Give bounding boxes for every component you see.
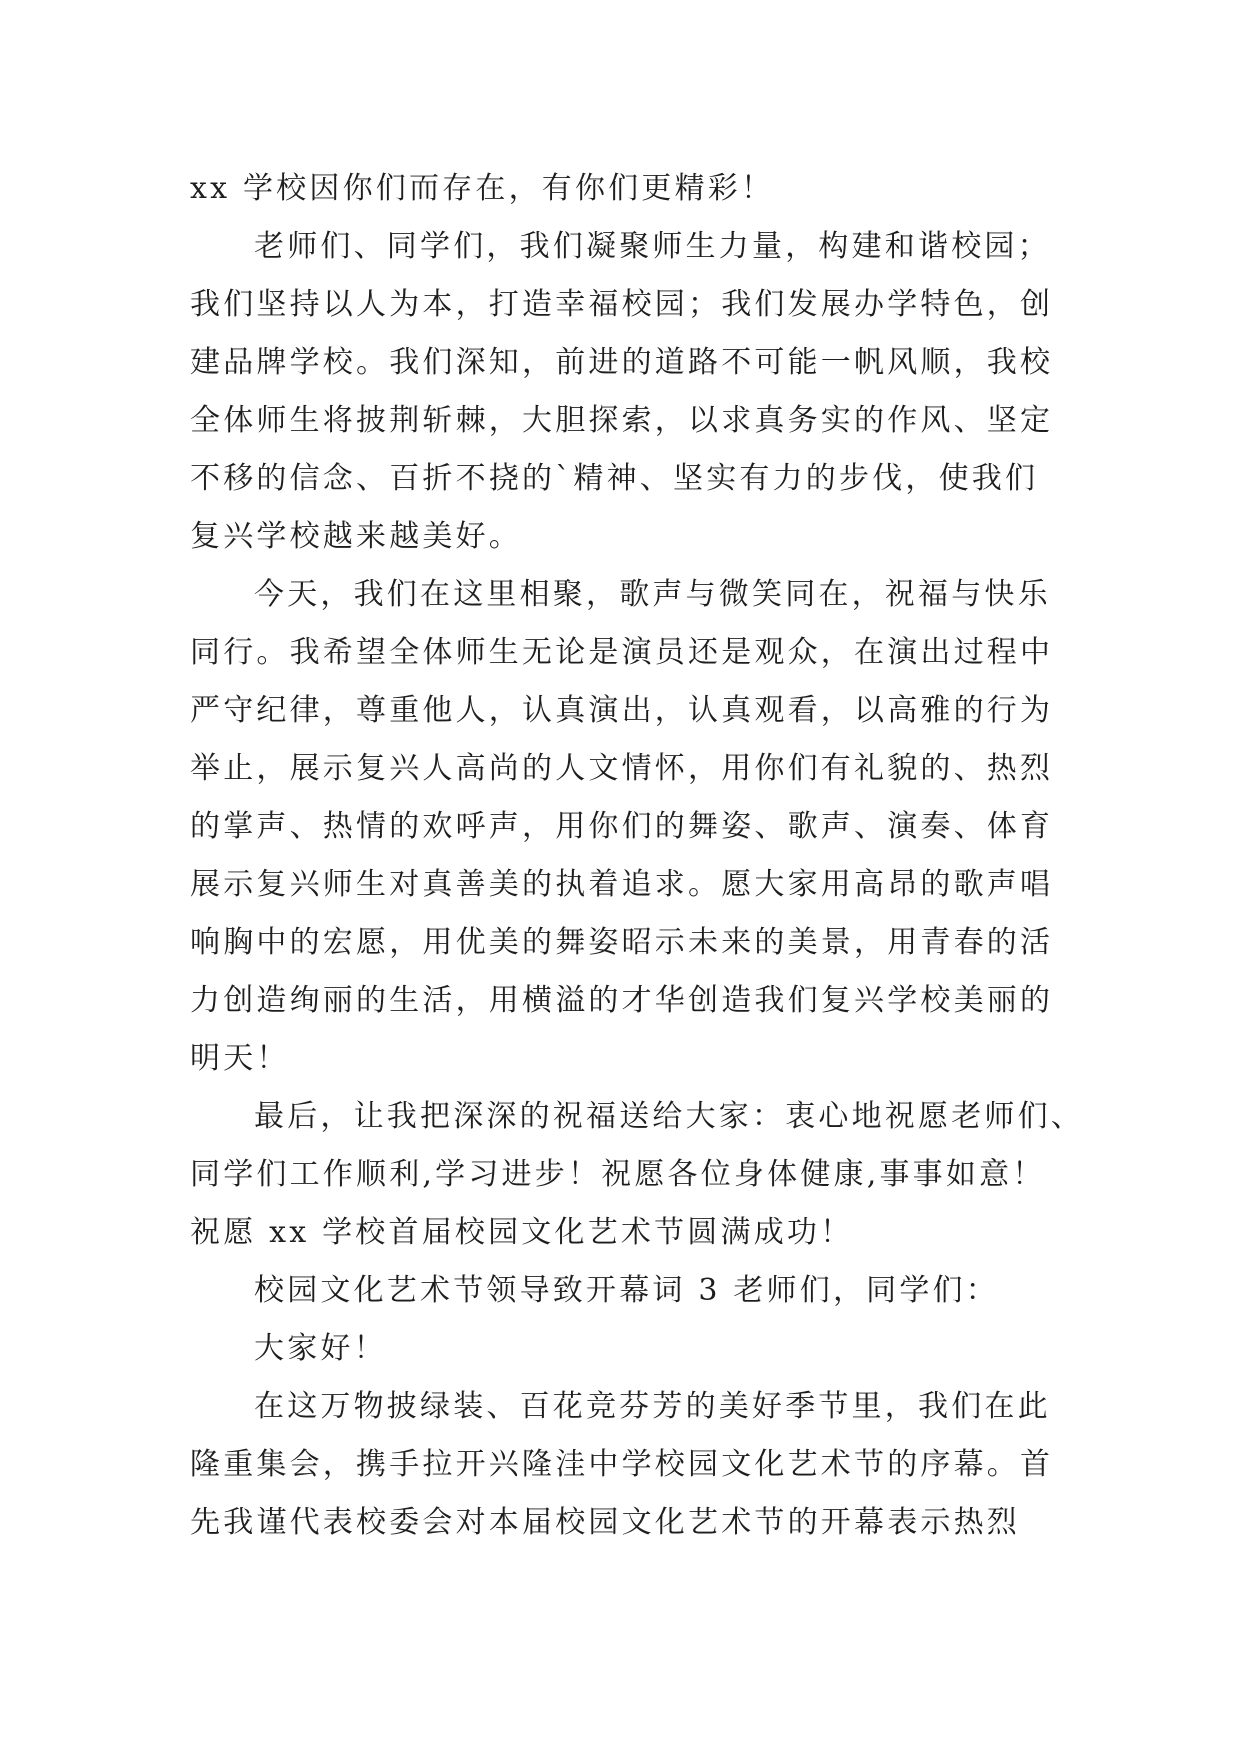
text-line: 不移的信念、百折不挠的`精神、坚实有力的步伐，使我们 bbox=[190, 461, 1039, 496]
text-line: 今天，我们在这里相聚，歌声与微笑同在，祝福与快乐 bbox=[254, 577, 1051, 612]
text-line: 同学们工作顺利,学习进步！祝愿各位身体健康,事事如意！ bbox=[190, 1157, 1046, 1192]
text-line: 响胸中的宏愿，用优美的舞姿昭示未来的美景，用青春的活 bbox=[190, 925, 1054, 960]
text-line: 建品牌学校。我们深知，前进的道路不可能一帆风顺，我校 bbox=[190, 345, 1054, 380]
text-line: 我们坚持以人为本，打造幸福校园；我们发展办学特色，创 bbox=[190, 287, 1054, 322]
text-line: 最后，让我把深深的祝福送给大家：衷心地祝愿老师们、 bbox=[254, 1099, 1084, 1134]
text-line: 先我谨代表校委会对本届校园文化艺术节的开幕表示热烈 bbox=[190, 1505, 1020, 1540]
text-line: 大家好！ bbox=[254, 1331, 387, 1366]
text-line: 展示复兴师生对真善美的执着追求。愿大家用高昂的歌声唱 bbox=[190, 867, 1054, 902]
text-line: 复兴学校越来越美好。 bbox=[190, 519, 522, 554]
text-line: 全体师生将披荆斩棘，大胆探索，以求真务实的作风、坚定 bbox=[190, 403, 1054, 438]
text-line: 在这万物披绿装、百花竞芬芳的美好季节里，我们在此 bbox=[254, 1389, 1051, 1424]
text-line: 老师们、同学们，我们凝聚师生力量，构建和谐校园； bbox=[254, 229, 1051, 264]
text-line: 的掌声、热情的欢呼声，用你们的舞姿、歌声、演奏、体育 bbox=[190, 809, 1054, 844]
text-line: 严守纪律，尊重他人，认真演出，认真观看，以高雅的行为 bbox=[190, 693, 1054, 728]
text-line: 校园文化艺术节领导致开幕词 3 老师们，同学们： bbox=[254, 1273, 999, 1308]
text-line: 力创造绚丽的生活，用横溢的才华创造我们复兴学校美丽的 bbox=[190, 983, 1054, 1018]
text-line: 明天！ bbox=[190, 1041, 290, 1076]
document-body bbox=[190, 160, 1084, 1552]
text-line: 举止，展示复兴人高尚的人文情怀，用你们有礼貌的、热烈 bbox=[190, 751, 1054, 786]
text-line: 祝愿 xx 学校首届校园文化艺术节圆满成功！ bbox=[190, 1215, 854, 1250]
text-line: xx 学校因你们而存在，有你们更精彩！ bbox=[190, 171, 775, 206]
text-line: 同行。我希望全体师生无论是演员还是观众，在演出过程中 bbox=[190, 635, 1054, 670]
text-line: 隆重集会，携手拉开兴隆洼中学校园文化艺术节的序幕。首 bbox=[190, 1447, 1054, 1482]
